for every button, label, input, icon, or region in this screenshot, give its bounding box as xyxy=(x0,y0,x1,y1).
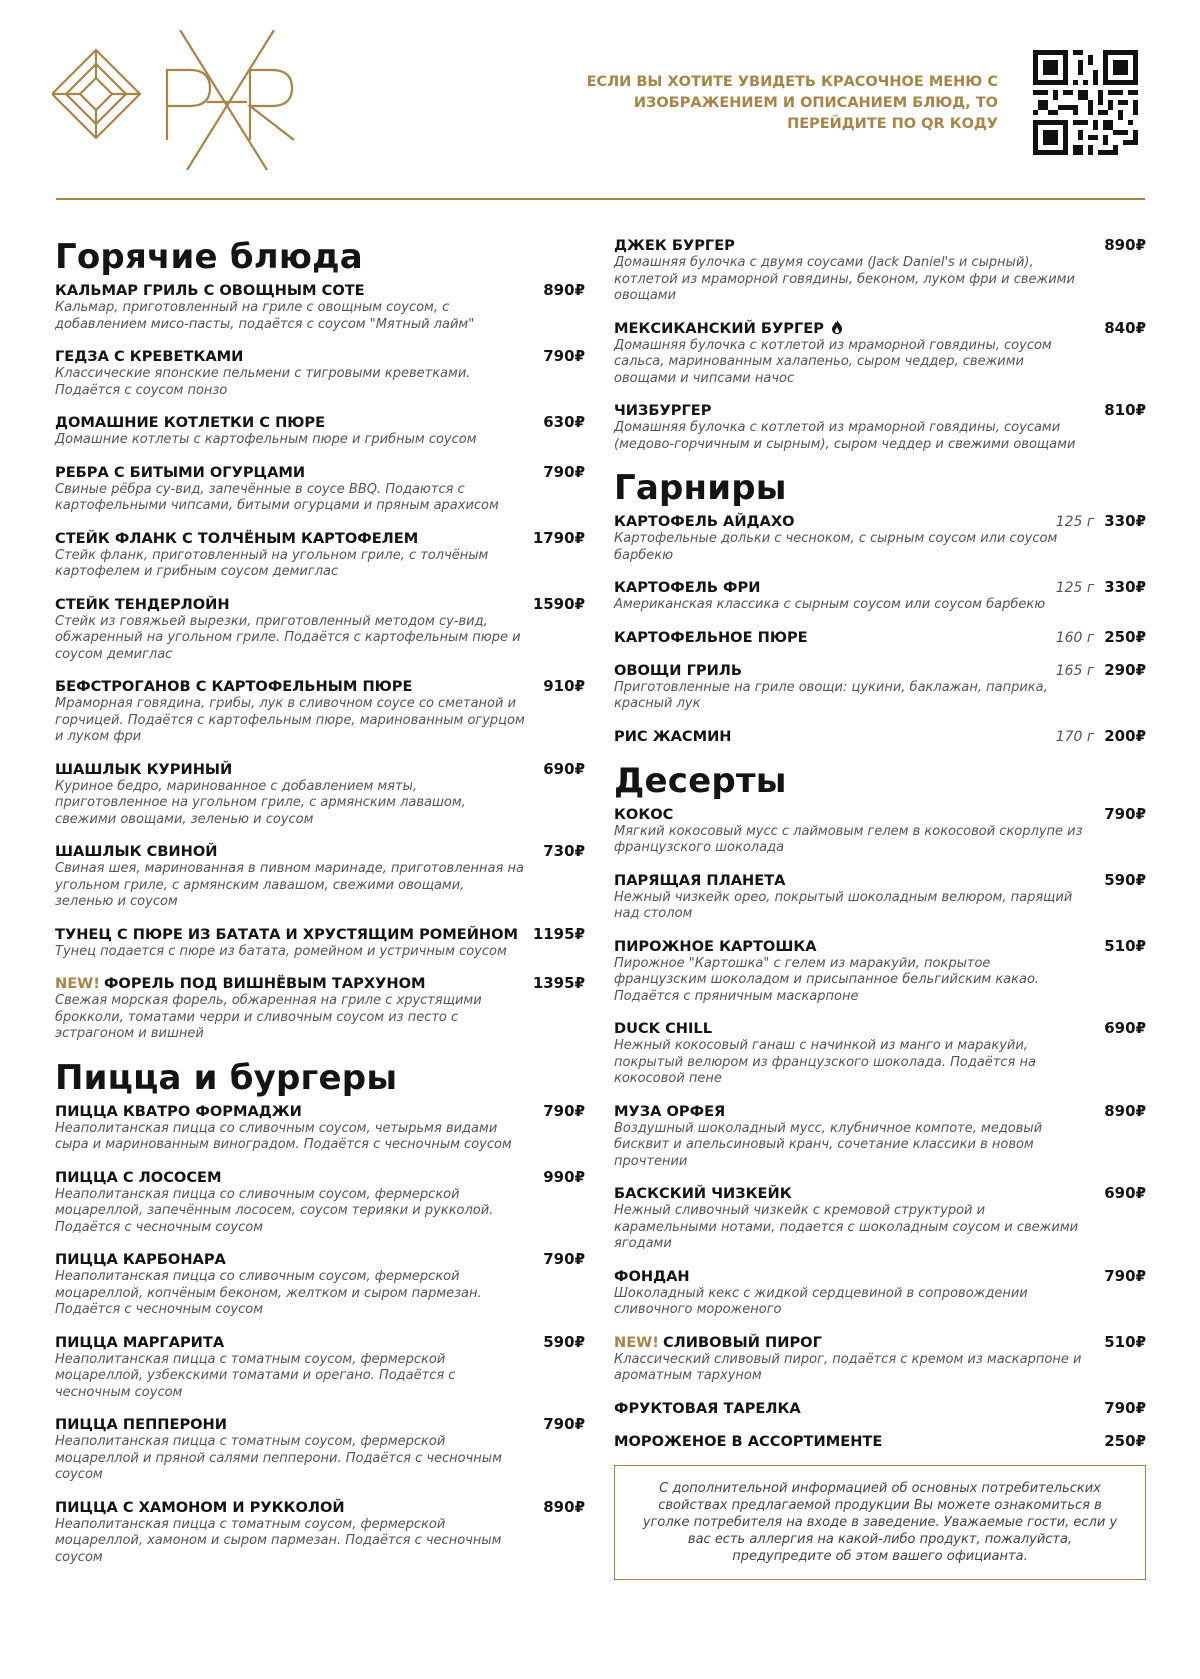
menu-item-header xyxy=(614,512,1146,531)
menu-item-name: МУЗА ОРФЕЯ xyxy=(614,1102,726,1120)
menu-item-name-line xyxy=(614,938,817,956)
section-title: Десерты xyxy=(614,760,787,801)
menu-item-name: КАРТОФЕЛЬНОЕ ПЮРЕ xyxy=(614,628,808,646)
menu-item-header xyxy=(614,236,1146,255)
menu-item-description: Неаполитанская пицца с томатным соусом, фермерской моцареллой, хамоном и сыром пармезан. Подаётся с чесночным соусом xyxy=(55,1516,502,1565)
menu-item-price-block xyxy=(1104,1184,1146,1202)
menu-item-price-block xyxy=(1104,1267,1146,1285)
menu-item-name-line xyxy=(614,1268,690,1286)
menu-item-name: РЕБРА С БИТЫМИ ОГУРЦАМИ xyxy=(55,463,306,481)
section-title: Горячие блюда xyxy=(55,237,363,277)
menu-item xyxy=(55,760,585,829)
menu-item-header xyxy=(55,1415,585,1434)
menu-item-description: Домашняя булочка с двумя соусами (Jack Daniel's и сырный), котлетой из мраморной говядины, беконом, луком фри и свежими овощами xyxy=(614,255,1075,303)
menu-item xyxy=(55,1498,585,1567)
menu-item-header xyxy=(55,1168,585,1187)
menu-item xyxy=(55,529,585,581)
menu-item-header xyxy=(614,1019,1146,1038)
menu-item-name: ШАШЛЫК КУРИНЫЙ xyxy=(55,760,233,778)
menu-item-price: 290 xyxy=(1104,660,1136,679)
menu-item-price-block xyxy=(1104,401,1146,419)
menu-item-name-line xyxy=(614,1103,725,1121)
menu-item-header xyxy=(55,842,585,861)
menu-item-price-block xyxy=(543,842,585,860)
currency-symbol: ₽ xyxy=(574,1167,585,1186)
menu-item-price-block xyxy=(543,347,585,365)
currency-symbol: ₽ xyxy=(574,974,585,992)
menu-item-name-line xyxy=(614,1433,882,1451)
menu-item xyxy=(55,413,585,449)
menu-item-name-line xyxy=(614,319,844,338)
menu-item-name-line xyxy=(55,926,518,944)
menu-item-price: 1395 xyxy=(532,974,575,992)
menu-item xyxy=(55,281,585,333)
currency-symbol: ₽ xyxy=(574,759,585,778)
menu-item-name-line xyxy=(55,761,232,779)
menu-item-price-block xyxy=(1104,937,1146,955)
menu-item-description: Тунец подается с пюре из батата, ромейном и устричным соусом xyxy=(55,943,507,959)
menu-item-header xyxy=(55,1498,585,1517)
menu-item-price-block xyxy=(1104,871,1146,889)
currency-symbol: ₽ xyxy=(1135,1101,1146,1120)
menu-item-price-block xyxy=(1104,1333,1146,1351)
menu-item-header xyxy=(55,529,585,548)
menu-item-price-block xyxy=(543,1498,585,1516)
menu-item-name: ПИЦЦА КВАТРО ФОРМАДЖИ xyxy=(55,1102,302,1120)
currency-symbol: ₽ xyxy=(1135,318,1146,337)
menu-item-price-block xyxy=(543,413,585,431)
menu-item-name-line xyxy=(614,237,735,255)
currency-symbol: ₽ xyxy=(574,347,585,365)
menu-item-name: МЕКСИКАНСКИЙ БУРГЕР xyxy=(614,319,824,337)
currency-symbol: ₽ xyxy=(574,281,585,299)
menu-item-name-line xyxy=(614,872,785,890)
menu-item-name: ПИЦЦА КАРБОНАРА xyxy=(55,1251,226,1268)
menu-item xyxy=(614,319,1146,388)
menu-item-price: 890 xyxy=(1104,236,1136,254)
currency-symbol: ₽ xyxy=(574,1101,585,1120)
menu-item-price-block xyxy=(1104,805,1146,823)
menu-item-weight: 125 г xyxy=(1055,514,1095,530)
menu-item-name: КАРТОФЕЛЬ АЙДАХО xyxy=(614,513,795,530)
menu-item-description: Домашняя булочка с котлетой из мраморной говядины, соусами (медово-горчичным и сырным), сыром чеддер и свежими овощами xyxy=(614,420,1076,452)
menu-item-description: Нежный чизкейк орео, покрытый шоколадным велюром, парящий над столом xyxy=(614,889,1073,921)
menu-item-header xyxy=(55,1333,585,1352)
menu-item-description: Свиная шея, маринованная в пивном маринаде, приготовленная на угольном гриле, с армянским лавашом, свежими овощами, зеленью и соусом xyxy=(55,861,524,909)
menu-item-name-line xyxy=(55,348,243,366)
menu-item-name: ГЕДЗА С КРЕВЕТКАМИ xyxy=(55,348,244,365)
menu-item-name: ФОРЕЛЬ ПОД ВИШНЁВЫМ ТАРХУНОМ xyxy=(103,975,426,992)
menu-item-header xyxy=(55,1250,585,1269)
menu-item-price-block xyxy=(543,1168,585,1186)
menu-item-price: 1790 xyxy=(532,528,575,547)
menu-item-price-block xyxy=(1056,578,1146,596)
menu-item-description: Свежая морская форель, обжаренная на гриле с хрустящими брокколи, томатами черри и сливочным соусом из песто с эстрагоном и вишней xyxy=(55,993,482,1041)
currency-symbol: ₽ xyxy=(1135,1184,1146,1202)
menu-item-name: ПИЦЦА С ХАМОНОМ И РУККОЛОЙ xyxy=(55,1498,345,1516)
menu-item-description: Нежный кокосовый ганаш с начинкой из манго и маракуйи, покрытый велюром из французского шоколада. Подаётся на кокосовой пене xyxy=(614,1038,1036,1086)
currency-symbol: ₽ xyxy=(574,1497,585,1516)
menu-item-name-line xyxy=(55,1103,302,1121)
menu-item-price: 790 xyxy=(543,1250,575,1268)
menu-item-price: 590 xyxy=(1104,870,1136,889)
menu-item-header xyxy=(614,661,1146,680)
menu-item xyxy=(614,512,1146,564)
currency-symbol: ₽ xyxy=(574,528,585,547)
menu-item xyxy=(614,661,1146,713)
menu-item-name: СТЕЙК ТЕНДЕРЛОЙН xyxy=(55,595,230,613)
menu-item-description: Приготовленные на гриле овощи: цукини, баклажан, паприка, красный лук xyxy=(614,679,1048,711)
menu-item-header xyxy=(55,760,585,779)
menu-item-name: ПИЦЦА ПЕППЕРОНИ xyxy=(55,1416,227,1433)
menu-item-description: Неаполитанская пицца с томатным соусом, фермерской моцареллой и пряной салями пепперони. Подаётся с чесночным соусом xyxy=(55,1434,502,1482)
currency-symbol: ₽ xyxy=(1135,512,1146,530)
menu-item-name: СЛИВОВЫЙ ПИРОГ xyxy=(662,1333,822,1351)
menu-item-price-block xyxy=(1104,319,1146,337)
currency-symbol: ₽ xyxy=(1135,627,1146,646)
currency-symbol: ₽ xyxy=(574,594,585,613)
menu-item-header xyxy=(614,727,1146,746)
restaurant-logo xyxy=(52,30,312,170)
menu-item-price: 790 xyxy=(543,1415,575,1433)
menu-item xyxy=(55,1168,585,1237)
menu-item-price: 510 xyxy=(1104,936,1136,955)
menu-item-name-line xyxy=(614,629,808,647)
menu-item-price: 690 xyxy=(543,759,575,778)
menu-item-description: Мраморная говядина, грибы, лук в сливочном соусе со сметаной и горчицей. Подаётся с картофельным пюре, маринованным огурцом и луком фри xyxy=(55,696,525,744)
menu-item-price: 790 xyxy=(543,1101,575,1120)
currency-symbol: ₽ xyxy=(1135,804,1146,823)
menu-item-description: Неаполитанская пицца с томатным соусом, фермерской моцареллой, узбекскими томатами и орегано. Подаётся с чесночным соусом xyxy=(55,1351,456,1400)
menu-item-header xyxy=(55,1102,585,1121)
menu-item-name-line xyxy=(55,1251,226,1269)
menu-item xyxy=(614,937,1146,1006)
menu-item-price: 790 xyxy=(1104,804,1136,823)
menu-item-name-line xyxy=(55,1334,224,1352)
menu-item-price-block xyxy=(533,529,585,547)
menu-item xyxy=(614,1333,1146,1385)
menu-item-description: Классические японские пельмени с тигровыми креветками. Подаётся с соусом понзо xyxy=(55,366,471,398)
menu-item-description: Мягкий кокосовый мусс с лаймовым гелем в кокосовой скорлупе из французского шоколада xyxy=(614,823,1083,855)
menu-item-header xyxy=(55,281,585,300)
menu-item-description: Куриное бедро, маринованное с добавлением мяты, приготовленное на угольном гриле, с армянским лавашом, свежими овощами, зеленью и соусом xyxy=(55,778,466,827)
menu-item-description: Домашняя булочка с котлетой из мраморной говядины, соусом сальса, маринованным халапеньо, сыром чеддер, свежими овощами и чипсами начос xyxy=(614,337,1052,386)
menu-item-name: СТЕЙК ФЛАНК С ТОЛЧЁНЫМ КАРТОФЕЛЕМ xyxy=(55,529,419,547)
page-header xyxy=(0,0,1200,200)
menu-item xyxy=(55,677,585,746)
menu-item-header xyxy=(614,1432,1146,1451)
menu-item-name-line xyxy=(614,1400,801,1418)
menu-item-name: БАСКСКИЙ ЧИЗКЕЙК xyxy=(614,1185,792,1202)
menu-item-price: 790 xyxy=(1104,1398,1136,1417)
menu-item xyxy=(614,1267,1146,1319)
menu-item-header xyxy=(55,925,585,944)
menu-item xyxy=(55,1102,585,1154)
menu-item-header xyxy=(614,1399,1146,1418)
qr-instruction-text: ЕСЛИ ВЫ ХОТИТЕ УВИДЕТЬ КРАСОЧНОЕ МЕНЮ С ИЗОБРАЖЕНИЕМ И ОПИСАНИЕМ БЛЮД, ТО ПЕРЕЙДИТЕ ПО QR КОДУ xyxy=(586,74,998,132)
currency-symbol: ₽ xyxy=(1135,236,1146,254)
menu-item-price-block xyxy=(543,463,585,481)
menu-item xyxy=(614,727,1146,746)
menu-item-price: 690 xyxy=(1104,1184,1136,1202)
menu-item xyxy=(55,925,585,961)
currency-symbol: ₽ xyxy=(1135,578,1146,596)
menu-item-header xyxy=(614,805,1146,824)
menu-item-price: 250 xyxy=(1104,627,1136,646)
menu-item-price-block xyxy=(1104,1102,1146,1120)
menu-item-description: Кальмар, приготовленный на гриле с овощным соусом, с добавлением мисо-пасты, подаётся с соусом "Мятный лайм" xyxy=(55,300,475,332)
menu-item-description: Нежный сливочный чизкейк с кремовой структурой и карамельными нотами, подается с шоколадным соусом и свежими ягодами xyxy=(614,1203,1079,1251)
menu-item-header xyxy=(614,628,1146,647)
menu-item-description: Картофельные дольки с чесноком, с сырным соусом или соусом барбекю xyxy=(614,531,1058,563)
currency-symbol: ₽ xyxy=(1135,1332,1146,1351)
menu-item-description: Свиные рёбра су-вид, запечённые в соусе BBQ. Подаются с картофельными чипсами, битыми огурцами и пряным арахисом xyxy=(55,481,499,513)
menu-item-name: ТУНЕЦ С ПЮРЕ ИЗ БАТАТА И ХРУСТЯЩИМ РОМЕЙНОМ xyxy=(55,925,519,943)
menu-item-name: ПИЦЦА МАРГАРИТА xyxy=(55,1333,225,1351)
menu-item-name: РИС ЖАСМИН xyxy=(614,727,732,745)
menu-item-name-line xyxy=(55,530,418,548)
menu-item-price: 200 xyxy=(1104,726,1136,745)
menu-item xyxy=(614,1019,1146,1088)
menu-item-name: КОКОС xyxy=(614,805,674,823)
menu-item-weight: 170 г xyxy=(1055,728,1095,745)
menu-item xyxy=(614,236,1146,305)
currency-symbol: ₽ xyxy=(574,677,585,695)
menu-item-name-line xyxy=(614,728,732,746)
menu-item-name-line xyxy=(614,1020,712,1038)
menu-item-price: 730 xyxy=(543,842,575,860)
allergy-info-box: С дополнительной информацией об основных потребительских свойствах предлагаемой продукции Вы можете ознакомиться в уголке потребителя на входе в заведение. Уважаемые гости, если у вас есть аллергия на какой-либо продукт, пожалуйста, предупредите об этом вашего официанта. xyxy=(614,1465,1146,1580)
menu-item-price: 990 xyxy=(543,1167,575,1186)
currency-symbol: ₽ xyxy=(1135,401,1146,419)
menu-item-price-block xyxy=(1104,236,1146,254)
menu-item-price: 1590 xyxy=(532,594,575,613)
currency-symbol: ₽ xyxy=(1135,1398,1146,1417)
currency-symbol: ₽ xyxy=(574,1415,585,1433)
menu-item xyxy=(55,595,585,664)
menu-item-price-block xyxy=(533,595,585,613)
menu-item xyxy=(614,628,1146,647)
menu-item-price: 840 xyxy=(1104,318,1136,337)
menu-item-description: Воздушный шоколадный мусс, клубничное компоте, медовый бисквит и апельсиновый кранч, сочетание классики в новом прочтении xyxy=(614,1120,1043,1169)
menu-item-name: ФРУКТОВАЯ ТАРЕЛКА xyxy=(614,1399,801,1417)
menu-item-price: 810 xyxy=(1104,401,1136,419)
header-divider xyxy=(56,198,1145,200)
currency-symbol: ₽ xyxy=(1135,1019,1146,1037)
menu-item xyxy=(55,842,585,911)
menu-item-header xyxy=(55,413,585,432)
currency-symbol: ₽ xyxy=(1135,870,1146,889)
menu-item-name: КАЛЬМАР ГРИЛЬ С ОВОЩНЫМ СОТЕ xyxy=(55,282,365,299)
currency-symbol: ₽ xyxy=(574,1250,585,1268)
menu-item-price-block xyxy=(543,281,585,299)
menu-column-left xyxy=(55,236,585,1580)
menu-item xyxy=(55,1333,585,1402)
currency-symbol: ₽ xyxy=(574,1332,585,1351)
menu-item-name: ПИРОЖНОЕ КАРТОШКА xyxy=(614,937,817,955)
menu-item-description: Шоколадный кекс с жидкой сердцевиной в сопровождении сливочного мороженого xyxy=(614,1285,1028,1317)
menu-item-price: 890 xyxy=(543,281,575,299)
menu-item-price: 330 xyxy=(1104,578,1136,596)
menu-item xyxy=(55,1250,585,1319)
menu-item-header xyxy=(614,1267,1146,1286)
menu-item-header xyxy=(614,578,1146,597)
menu-item-name-line xyxy=(55,1169,222,1187)
currency-symbol: ₽ xyxy=(1135,936,1146,955)
menu-item-name: ПИЦЦА С ЛОСОСЕМ xyxy=(55,1168,222,1186)
menu-item-price: 890 xyxy=(1104,1101,1136,1120)
menu-item-price-block xyxy=(1104,1399,1146,1417)
menu-item-name: ЧИЗБУРГЕР xyxy=(614,402,712,419)
menu-item xyxy=(614,401,1146,453)
menu-item-header xyxy=(614,871,1146,890)
menu-item-price: 790 xyxy=(1104,1266,1136,1285)
currency-symbol: ₽ xyxy=(1135,1431,1146,1450)
currency-symbol: ₽ xyxy=(574,842,585,860)
menu-item-description: Пирожное "Картошка" с гелем из маракуйи, покрытое французским шоколадом и присыпанное бельгийским какао. Подаётся с пряничным маскарпоне xyxy=(614,955,1040,1004)
menu-item-header xyxy=(614,1102,1146,1121)
menu-item-header xyxy=(55,595,585,614)
menu-item-description: Стейк фланк, приготовленный на угольном гриле, с толчёным картофелем и грибным соусом демиглас xyxy=(55,547,489,579)
menu-item xyxy=(614,578,1146,614)
menu-item xyxy=(614,805,1146,857)
menu-item-price: 790 xyxy=(543,462,575,481)
menu-item-name-line xyxy=(55,1416,227,1434)
menu-item-price-block xyxy=(543,1415,585,1433)
menu-item-header xyxy=(55,677,585,696)
menu-item-name-line xyxy=(55,678,412,696)
menu-item-name-line xyxy=(55,414,325,432)
menu-item-price-block xyxy=(1056,661,1146,679)
menu-item-name-line xyxy=(55,282,365,300)
menu-item-price: 1195 xyxy=(532,924,575,943)
menu-item-name-line xyxy=(614,513,795,531)
menu-item-name: ДОМАШНИЕ КОТЛЕТКИ С ПЮРЕ xyxy=(55,414,326,431)
menu-item-weight: 165 г xyxy=(1055,662,1095,679)
menu-item-header xyxy=(614,319,1146,338)
menu-item-price-block xyxy=(543,1333,585,1351)
menu-item-header xyxy=(614,1333,1146,1352)
menu-item-price-block xyxy=(1056,628,1146,646)
menu-item-name: ШАШЛЫК СВИНОЙ xyxy=(55,843,218,860)
menu-item-name-line xyxy=(614,662,742,680)
new-badge: NEW! xyxy=(55,975,100,992)
menu-item xyxy=(55,1415,585,1484)
menu-item-header xyxy=(55,463,585,482)
menu-item-price: 330 xyxy=(1104,512,1136,530)
menu-item-price-block xyxy=(1056,727,1146,745)
menu-item-name: МОРОЖЕНОЕ В АССОРТИМЕНТЕ xyxy=(614,1432,883,1450)
menu-item-name: ПАРЯЩАЯ ПЛАНЕТА xyxy=(614,871,786,889)
menu-item-price-block xyxy=(1104,1019,1146,1037)
currency-symbol: ₽ xyxy=(574,462,585,481)
menu-item-price-block xyxy=(543,1250,585,1268)
menu-item-header xyxy=(614,401,1146,420)
section-title: Гарниры xyxy=(614,468,787,508)
menu-item xyxy=(614,1432,1146,1451)
menu-item-name: КАРТОФЕЛЬ ФРИ xyxy=(614,579,761,596)
menu-item-header xyxy=(55,347,585,366)
menu-item-name-line xyxy=(55,596,230,614)
menu-item-description: Стейк из говяжьей вырезки, приготовленный методом су-вид, обжаренный на угольном грилe. Подаётся с картофельным пюре и соусом демиглас xyxy=(55,613,521,662)
menu-item-weight: 160 г xyxy=(1055,629,1095,646)
menu-item xyxy=(55,974,585,1043)
qr-code-icon[interactable] xyxy=(1033,50,1138,155)
menu-item-name: ДЖЕК БУРГЕР xyxy=(614,237,735,254)
menu-item-price: 690 xyxy=(1104,1019,1136,1037)
menu-item-price: 790 xyxy=(543,347,575,365)
menu-item-description: Классический сливовый пирог, подаётся с кремом из маскарпоне и ароматным тархуном xyxy=(614,1351,1082,1383)
menu-item-price: 590 xyxy=(543,1332,575,1351)
menu-item-price: 510 xyxy=(1104,1332,1136,1351)
menu-item xyxy=(614,1184,1146,1253)
menu-item-header xyxy=(614,937,1146,956)
menu-item-name: DUCK CHILL xyxy=(614,1020,713,1037)
menu-item-name-line xyxy=(55,843,217,861)
currency-symbol: ₽ xyxy=(574,924,585,943)
section-title: Пицца и бургеры xyxy=(55,1057,398,1098)
menu-item xyxy=(614,1399,1146,1418)
menu-item-name-line xyxy=(614,1334,822,1352)
menu-item xyxy=(614,1102,1146,1171)
menu-item-weight: 125 г xyxy=(1055,580,1095,596)
menu-item-price-block xyxy=(543,760,585,778)
new-badge: NEW! xyxy=(614,1333,659,1351)
menu-item-description: Домашние котлеты с картофельным пюре и грибным соусом xyxy=(55,432,477,447)
menu-item xyxy=(55,463,585,515)
menu-item-price: 630 xyxy=(543,413,575,431)
currency-symbol: ₽ xyxy=(1135,1266,1146,1285)
currency-symbol: ₽ xyxy=(1135,726,1146,745)
menu-item-price: 250 xyxy=(1104,1431,1136,1450)
menu-item-price-block xyxy=(543,1102,585,1120)
menu-item-name-line xyxy=(55,464,305,482)
menu-item-description: Американская классика с сырным соусом или соусом барбекю xyxy=(614,597,1046,612)
menu-item-description: Неаполитанская пицца со сливочным соусом, четырьмя видами сыра и маринованным виноградом. Подаётся с чесночным соусом xyxy=(55,1120,512,1152)
spicy-flame-icon xyxy=(824,320,844,337)
currency-symbol: ₽ xyxy=(1135,660,1146,679)
menu-item-name-line xyxy=(614,579,760,597)
menu-item-price: 890 xyxy=(543,1497,575,1516)
menu-item-name: БЕФСТРОГАНОВ С КАРТОФЕЛЬНЫМ ПЮРЕ xyxy=(55,678,413,695)
menu-item-name: ОВОЩИ ГРИЛЬ xyxy=(614,661,743,679)
menu-item xyxy=(55,347,585,399)
menu-item-name: ФОНДАН xyxy=(614,1267,690,1285)
menu-item-name-line xyxy=(614,1185,792,1203)
menu-item-name-line xyxy=(614,806,673,824)
menu-item-price-block xyxy=(1056,512,1146,530)
menu-column-right xyxy=(614,236,1146,1580)
menu-item-header xyxy=(55,974,585,993)
menu-item-header xyxy=(614,1184,1146,1203)
currency-symbol: ₽ xyxy=(574,413,585,431)
menu-item-price: 910 xyxy=(543,677,575,695)
menu-item-name-line xyxy=(55,1499,345,1517)
menu-item-name-line xyxy=(614,402,711,420)
menu-item-name-line xyxy=(55,975,426,993)
menu-item-price-block xyxy=(543,677,585,695)
menu-item-price-block xyxy=(1104,1432,1146,1450)
menu-item-price-block xyxy=(533,974,585,992)
menu-item xyxy=(614,871,1146,923)
menu-item-price-block xyxy=(533,925,585,943)
menu-item-description: Неаполитанская пицца со сливочным соусом, фермерской моцареллой, копчёным беконом, желтком и сыром пармезан. Подаётся с чесночным соусом xyxy=(55,1269,482,1317)
menu-item-description: Неаполитанская пицца со сливочным соусом, фермерской моцареллой, запечённым лососем, соусом терияки и рукколой. Подаётся с чесночным соусом xyxy=(55,1186,494,1235)
